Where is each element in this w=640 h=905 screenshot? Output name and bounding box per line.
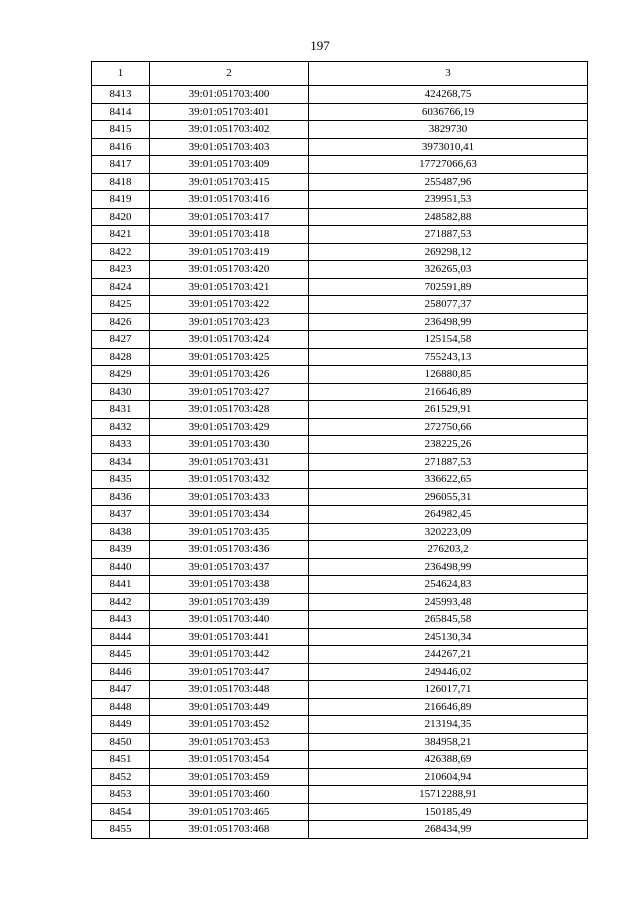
value-cell: 255487,96 (309, 173, 588, 191)
table-row (92, 418, 588, 436)
row-number-cell: 8433 (92, 436, 150, 454)
table-row (92, 681, 588, 699)
value-cell: 258077,37 (309, 296, 588, 314)
table-row (92, 576, 588, 594)
table-row (92, 821, 588, 839)
value-cell: 384958,21 (309, 733, 588, 751)
row-number-cell: 8449 (92, 716, 150, 734)
cadastral-number-cell: 39:01:051703:439 (150, 593, 309, 611)
cadastral-number-cell: 39:01:051703:436 (150, 541, 309, 559)
row-number-cell: 8455 (92, 821, 150, 839)
table-row (92, 541, 588, 559)
row-number-cell: 8440 (92, 558, 150, 576)
table-row (92, 296, 588, 314)
cadastral-number-cell: 39:01:051703:437 (150, 558, 309, 576)
table-row (92, 593, 588, 611)
table-row (92, 611, 588, 629)
value-cell: 296055,31 (309, 488, 588, 506)
value-cell: 424268,75 (309, 86, 588, 104)
table-row (92, 646, 588, 664)
table-row (92, 226, 588, 244)
row-number-cell: 8413 (92, 86, 150, 104)
row-number-cell: 8419 (92, 191, 150, 209)
row-number-cell: 8423 (92, 261, 150, 279)
value-cell: 248582,88 (309, 208, 588, 226)
table-row (92, 716, 588, 734)
table-row (92, 173, 588, 191)
value-cell: 336622,65 (309, 471, 588, 489)
cadastral-number-cell: 39:01:051703:440 (150, 611, 309, 629)
row-number-cell: 8450 (92, 733, 150, 751)
table-row (92, 86, 588, 104)
row-number-cell: 8415 (92, 121, 150, 139)
table-row (92, 313, 588, 331)
row-number-cell: 8434 (92, 453, 150, 471)
cadastral-number-cell: 39:01:051703:419 (150, 243, 309, 261)
row-number-cell: 8445 (92, 646, 150, 664)
cadastral-number-cell: 39:01:051703:427 (150, 383, 309, 401)
table-row (92, 331, 588, 349)
cadastral-number-cell: 39:01:051703:426 (150, 366, 309, 384)
cadastral-number-cell: 39:01:051703:401 (150, 103, 309, 121)
table-row (92, 208, 588, 226)
value-cell: 264982,45 (309, 506, 588, 524)
cadastral-number-cell: 39:01:051703:435 (150, 523, 309, 541)
row-number-cell: 8452 (92, 768, 150, 786)
table-row (92, 436, 588, 454)
table-row (92, 243, 588, 261)
table-row (92, 471, 588, 489)
table-row (92, 768, 588, 786)
cadastral-number-cell: 39:01:051703:430 (150, 436, 309, 454)
value-cell: 17727066,63 (309, 156, 588, 174)
value-cell: 426388,69 (309, 751, 588, 769)
table-row (92, 453, 588, 471)
row-number-cell: 8436 (92, 488, 150, 506)
value-cell: 238225,26 (309, 436, 588, 454)
cadastral-number-cell: 39:01:051703:449 (150, 698, 309, 716)
cadastral-number-cell: 39:01:051703:425 (150, 348, 309, 366)
row-number-cell: 8441 (92, 576, 150, 594)
cadastral-number-cell: 39:01:051703:454 (150, 751, 309, 769)
cadastral-number-cell: 39:01:051703:452 (150, 716, 309, 734)
row-number-cell: 8430 (92, 383, 150, 401)
value-cell: 326265,03 (309, 261, 588, 279)
cadastral-number-cell: 39:01:051703:403 (150, 138, 309, 156)
cadastral-number-cell: 39:01:051703:465 (150, 803, 309, 821)
value-cell: 6036766,19 (309, 103, 588, 121)
table-row (92, 156, 588, 174)
table-row (92, 401, 588, 419)
value-cell: 210604,94 (309, 768, 588, 786)
row-number-cell: 8437 (92, 506, 150, 524)
column-header-1: 1 (92, 62, 150, 86)
table-row (92, 366, 588, 384)
value-cell: 125154,58 (309, 331, 588, 349)
table-row (92, 786, 588, 804)
row-number-cell: 8425 (92, 296, 150, 314)
value-cell: 236498,99 (309, 558, 588, 576)
row-number-cell: 8447 (92, 681, 150, 699)
value-cell: 271887,53 (309, 453, 588, 471)
cadastral-number-cell: 39:01:051703:441 (150, 628, 309, 646)
cadastral-number-cell: 39:01:051703:434 (150, 506, 309, 524)
row-number-cell: 8443 (92, 611, 150, 629)
cadastral-number-cell: 39:01:051703:447 (150, 663, 309, 681)
value-cell: 3973010,41 (309, 138, 588, 156)
cadastral-number-cell: 39:01:051703:468 (150, 821, 309, 839)
row-number-cell: 8429 (92, 366, 150, 384)
value-cell: 216646,89 (309, 383, 588, 401)
cadastral-number-cell: 39:01:051703:402 (150, 121, 309, 139)
table-row (92, 698, 588, 716)
column-header-2: 2 (150, 62, 309, 86)
row-number-cell: 8446 (92, 663, 150, 681)
cadastral-number-cell: 39:01:051703:442 (150, 646, 309, 664)
value-cell: 755243,13 (309, 348, 588, 366)
cadastral-number-cell: 39:01:051703:433 (150, 488, 309, 506)
value-cell: 702591,89 (309, 278, 588, 296)
value-cell: 268434,99 (309, 821, 588, 839)
row-number-cell: 8418 (92, 173, 150, 191)
value-cell: 276203,2 (309, 541, 588, 559)
table-row (92, 103, 588, 121)
table-row (92, 506, 588, 524)
value-cell: 269298,12 (309, 243, 588, 261)
table-row (92, 278, 588, 296)
value-cell: 213194,35 (309, 716, 588, 734)
row-number-cell: 8421 (92, 226, 150, 244)
value-cell: 236498,99 (309, 313, 588, 331)
table-row (92, 558, 588, 576)
row-number-cell: 8424 (92, 278, 150, 296)
cadastral-number-cell: 39:01:051703:420 (150, 261, 309, 279)
table-row (92, 488, 588, 506)
table-row (92, 733, 588, 751)
table-row (92, 121, 588, 139)
cadastral-value-table (91, 61, 588, 839)
table-row (92, 383, 588, 401)
table-row (92, 348, 588, 366)
table-row (92, 523, 588, 541)
value-cell: 150185,49 (309, 803, 588, 821)
table-row (92, 191, 588, 209)
cadastral-number-cell: 39:01:051703:428 (150, 401, 309, 419)
value-cell: 239951,53 (309, 191, 588, 209)
cadastral-number-cell: 39:01:051703:459 (150, 768, 309, 786)
cadastral-number-cell: 39:01:051703:453 (150, 733, 309, 751)
row-number-cell: 8420 (92, 208, 150, 226)
row-number-cell: 8451 (92, 751, 150, 769)
table-row (92, 628, 588, 646)
value-cell: 126017,71 (309, 681, 588, 699)
cadastral-number-cell: 39:01:051703:431 (150, 453, 309, 471)
table-row (92, 663, 588, 681)
cadastral-number-cell: 39:01:051703:415 (150, 173, 309, 191)
cadastral-number-cell: 39:01:051703:409 (150, 156, 309, 174)
table-header-row (92, 62, 588, 86)
cadastral-number-cell: 39:01:051703:424 (150, 331, 309, 349)
value-cell: 249446,02 (309, 663, 588, 681)
row-number-cell: 8435 (92, 471, 150, 489)
row-number-cell: 8422 (92, 243, 150, 261)
value-cell: 3829730 (309, 121, 588, 139)
cadastral-number-cell: 39:01:051703:429 (150, 418, 309, 436)
cadastral-number-cell: 39:01:051703:422 (150, 296, 309, 314)
value-cell: 126880,85 (309, 366, 588, 384)
cadastral-number-cell: 39:01:051703:460 (150, 786, 309, 804)
cadastral-number-cell: 39:01:051703:418 (150, 226, 309, 244)
value-cell: 15712288,91 (309, 786, 588, 804)
value-cell: 271887,53 (309, 226, 588, 244)
value-cell: 216646,89 (309, 698, 588, 716)
value-cell: 265845,58 (309, 611, 588, 629)
value-cell: 272750,66 (309, 418, 588, 436)
row-number-cell: 8414 (92, 103, 150, 121)
table-row (92, 803, 588, 821)
value-cell: 320223,09 (309, 523, 588, 541)
value-cell: 254624,83 (309, 576, 588, 594)
cadastral-number-cell: 39:01:051703:432 (150, 471, 309, 489)
row-number-cell: 8444 (92, 628, 150, 646)
value-cell: 244267,21 (309, 646, 588, 664)
cadastral-number-cell: 39:01:051703:417 (150, 208, 309, 226)
row-number-cell: 8417 (92, 156, 150, 174)
table-row (92, 261, 588, 279)
value-cell: 245993,48 (309, 593, 588, 611)
cadastral-number-cell: 39:01:051703:400 (150, 86, 309, 104)
cadastral-number-cell: 39:01:051703:421 (150, 278, 309, 296)
row-number-cell: 8454 (92, 803, 150, 821)
row-number-cell: 8439 (92, 541, 150, 559)
row-number-cell: 8416 (92, 138, 150, 156)
row-number-cell: 8448 (92, 698, 150, 716)
row-number-cell: 8427 (92, 331, 150, 349)
row-number-cell: 8442 (92, 593, 150, 611)
row-number-cell: 8453 (92, 786, 150, 804)
value-cell: 245130,34 (309, 628, 588, 646)
row-number-cell: 8432 (92, 418, 150, 436)
row-number-cell: 8428 (92, 348, 150, 366)
cadastral-number-cell: 39:01:051703:448 (150, 681, 309, 699)
cadastral-number-cell: 39:01:051703:416 (150, 191, 309, 209)
value-cell: 261529,91 (309, 401, 588, 419)
page-number: 197 (310, 38, 330, 53)
cadastral-number-cell: 39:01:051703:438 (150, 576, 309, 594)
table-body (92, 86, 588, 839)
cadastral-number-cell: 39:01:051703:423 (150, 313, 309, 331)
table-row (92, 138, 588, 156)
row-number-cell: 8431 (92, 401, 150, 419)
row-number-cell: 8438 (92, 523, 150, 541)
row-number-cell: 8426 (92, 313, 150, 331)
column-header-3: 3 (309, 62, 588, 86)
table-row (92, 751, 588, 769)
